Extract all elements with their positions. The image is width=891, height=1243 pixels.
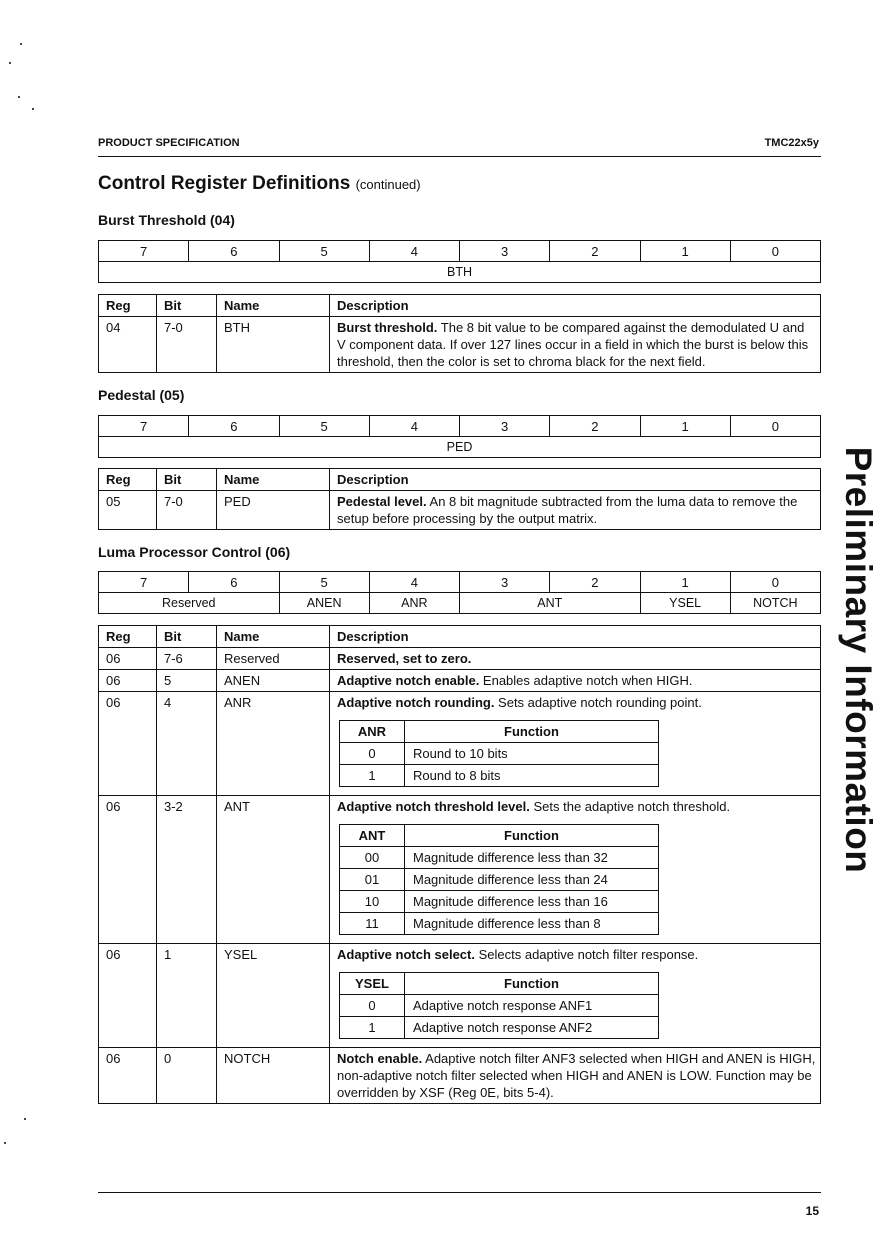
title-continued: (continued) — [355, 177, 421, 192]
bit-number: 1 — [640, 416, 730, 437]
bit-number: 4 — [369, 241, 459, 262]
function-row — [340, 765, 659, 787]
bit-map-pedestal — [98, 415, 821, 458]
register-table-luma — [98, 625, 821, 1104]
col-header-name: Name — [217, 295, 330, 317]
field-name: NOTCH — [730, 593, 820, 614]
name-cell: YSEL — [217, 944, 330, 1048]
scan-speck — [32, 108, 34, 110]
bit-cell: 1 — [157, 944, 217, 1048]
code-cell: 0 — [340, 743, 405, 765]
function-row — [340, 1017, 659, 1039]
table-row — [99, 491, 821, 530]
col-header-reg: Reg — [99, 626, 157, 648]
description-lead: Reserved, set to zero. — [337, 651, 472, 666]
bit-number: 3 — [460, 416, 550, 437]
field-name: YSEL — [640, 593, 730, 614]
table-row — [99, 1048, 821, 1104]
title-main: Control Register Definitions — [98, 173, 351, 194]
page-number: 15 — [805, 1204, 819, 1218]
col-header-reg: Reg — [99, 295, 157, 317]
description-lead: Notch enable. — [337, 1051, 423, 1066]
code-cell: 1 — [340, 765, 405, 787]
col-header-name: Name — [217, 626, 330, 648]
bit-number: 6 — [189, 572, 279, 593]
description-cell — [330, 1048, 821, 1104]
bit-number: 5 — [279, 572, 369, 593]
field-name: ANT — [460, 593, 641, 614]
name-cell: ANT — [217, 796, 330, 944]
side-banner: Preliminary Information — [838, 446, 879, 874]
reg-cell: 06 — [99, 1048, 157, 1104]
name-cell: PED — [217, 491, 330, 530]
description-cell — [330, 796, 821, 944]
function-cell: Magnitude difference less than 32 — [405, 847, 659, 869]
reg-cell: 06 — [99, 944, 157, 1048]
bit-map-burst — [98, 240, 821, 283]
description-text: Selects adaptive notch filter response. — [474, 947, 699, 962]
footer-rule — [98, 1192, 821, 1193]
col-header-description: Description — [330, 295, 821, 317]
name-cell: ANEN — [217, 670, 330, 692]
reg-cell: 06 — [99, 796, 157, 944]
bit-cell: 7-0 — [157, 317, 217, 373]
bit-number: 7 — [99, 572, 189, 593]
field-name: PED — [99, 437, 821, 458]
table-row — [99, 692, 821, 796]
code-cell: 0 — [340, 995, 405, 1017]
description-text: The 8 bit value to be compared against the demodulated U and V component data. If over 127 lines occur in a field in which the burst is below this threshold, then the color is set to chroma black for the next field. — [337, 320, 809, 369]
function-table-ysel — [339, 972, 659, 1039]
description-text: An 8 bit magnitude subtracted from the luma data to remove the setup before processing by the output matrix. — [337, 494, 798, 526]
description-cell — [330, 317, 821, 373]
description-lead: Adaptive notch threshold level. — [337, 799, 530, 814]
function-row — [340, 913, 659, 935]
description-text: Adaptive notch filter ANF3 selected when HIGH and ANEN is HIGH, non-adaptive notch filter selected when HIGH and ANEN is LOW. Function may be overridden by XSF (Reg 0E, bits 5-4). — [337, 1051, 816, 1100]
description-cell — [330, 491, 821, 530]
bit-number: 2 — [550, 572, 640, 593]
code-cell: 00 — [340, 847, 405, 869]
scan-speck — [9, 62, 11, 64]
field-name: BTH — [99, 262, 821, 283]
description-cell — [330, 648, 821, 670]
function-cell: Round to 10 bits — [405, 743, 659, 765]
bit-number: 6 — [189, 241, 279, 262]
reg-cell: 06 — [99, 692, 157, 796]
name-cell: NOTCH — [217, 1048, 330, 1104]
reg-cell: 06 — [99, 670, 157, 692]
bit-number: 4 — [369, 416, 459, 437]
bit-cell: 4 — [157, 692, 217, 796]
function-cell: Magnitude difference less than 16 — [405, 891, 659, 913]
bit-number: 3 — [460, 241, 550, 262]
col-header-description: Description — [330, 469, 821, 491]
function-table-ant — [339, 824, 659, 935]
field-name: ANEN — [279, 593, 369, 614]
table-row — [99, 648, 821, 670]
description-lead: Adaptive notch select. — [337, 947, 475, 962]
table-row — [99, 317, 821, 373]
function-row — [340, 869, 659, 891]
bit-number: 5 — [279, 416, 369, 437]
section-heading-luma: Luma Processor Control (06) — [98, 544, 291, 560]
scan-speck — [20, 43, 22, 45]
name-cell: ANR — [217, 692, 330, 796]
bit-number: 5 — [279, 241, 369, 262]
col-header-reg: Reg — [99, 469, 157, 491]
code-cell: 01 — [340, 869, 405, 891]
sub-header-code: ANT — [340, 825, 405, 847]
bit-number: 7 — [99, 241, 189, 262]
bit-cell: 7-6 — [157, 648, 217, 670]
bit-number: 2 — [550, 416, 640, 437]
field-name: ANR — [369, 593, 459, 614]
register-table-pedestal — [98, 468, 821, 530]
function-table-anr — [339, 720, 659, 787]
reg-cell: 06 — [99, 648, 157, 670]
section-heading-pedestal: Pedestal (05) — [98, 387, 185, 403]
sub-header-code: ANR — [340, 721, 405, 743]
description-lead: Pedestal level. — [337, 494, 427, 509]
function-cell: Adaptive notch response ANF2 — [405, 1017, 659, 1039]
description-text: Sets adaptive notch rounding point. — [494, 695, 702, 710]
function-cell: Adaptive notch response ANF1 — [405, 995, 659, 1017]
bit-number: 1 — [640, 241, 730, 262]
col-header-description: Description — [330, 626, 821, 648]
scan-speck — [4, 1142, 6, 1144]
header-part-number: TMC22x5y — [764, 137, 819, 149]
description-lead: Burst threshold. — [337, 320, 438, 335]
description-cell — [330, 692, 821, 796]
bit-number: 0 — [730, 572, 820, 593]
page-title — [98, 173, 421, 195]
register-table-burst — [98, 294, 821, 373]
col-header-name: Name — [217, 469, 330, 491]
reg-cell: 04 — [99, 317, 157, 373]
col-header-bit: Bit — [157, 626, 217, 648]
function-cell: Round to 8 bits — [405, 765, 659, 787]
header-doc-type: PRODUCT SPECIFICATION — [98, 137, 240, 149]
table-row — [99, 944, 821, 1048]
table-row — [99, 796, 821, 944]
bit-number: 2 — [550, 241, 640, 262]
sub-header-function: Function — [405, 721, 659, 743]
name-cell: BTH — [217, 317, 330, 373]
description-text: Sets the adaptive notch threshold. — [529, 799, 731, 814]
col-header-bit: Bit — [157, 295, 217, 317]
code-cell: 11 — [340, 913, 405, 935]
description-text: Enables adaptive notch when HIGH. — [479, 673, 693, 688]
field-name: Reserved — [99, 593, 280, 614]
bit-number: 7 — [99, 416, 189, 437]
bit-number: 6 — [189, 416, 279, 437]
bit-number: 0 — [730, 241, 820, 262]
description-lead: Adaptive notch rounding. — [337, 695, 495, 710]
description-cell — [330, 944, 821, 1048]
bit-cell: 3-2 — [157, 796, 217, 944]
function-row — [340, 847, 659, 869]
bit-cell: 7-0 — [157, 491, 217, 530]
description-cell — [330, 670, 821, 692]
bit-cell: 5 — [157, 670, 217, 692]
bit-number: 0 — [730, 416, 820, 437]
code-cell: 10 — [340, 891, 405, 913]
bit-map-luma — [98, 571, 821, 614]
code-cell: 1 — [340, 1017, 405, 1039]
header-rule — [98, 156, 821, 157]
sub-header-code: YSEL — [340, 973, 405, 995]
bit-number: 1 — [640, 572, 730, 593]
function-row — [340, 743, 659, 765]
description-lead: Adaptive notch enable. — [337, 673, 480, 688]
bit-cell: 0 — [157, 1048, 217, 1104]
function-row — [340, 891, 659, 913]
name-cell: Reserved — [217, 648, 330, 670]
function-row — [340, 995, 659, 1017]
function-cell: Magnitude difference less than 24 — [405, 869, 659, 891]
function-cell: Magnitude difference less than 8 — [405, 913, 659, 935]
col-header-bit: Bit — [157, 469, 217, 491]
scan-speck — [18, 96, 20, 98]
scan-speck — [24, 1118, 26, 1120]
sub-header-function: Function — [405, 973, 659, 995]
sub-header-function: Function — [405, 825, 659, 847]
table-row — [99, 670, 821, 692]
bit-number: 4 — [369, 572, 459, 593]
reg-cell: 05 — [99, 491, 157, 530]
section-heading-burst: Burst Threshold (04) — [98, 212, 235, 228]
bit-number: 3 — [460, 572, 550, 593]
